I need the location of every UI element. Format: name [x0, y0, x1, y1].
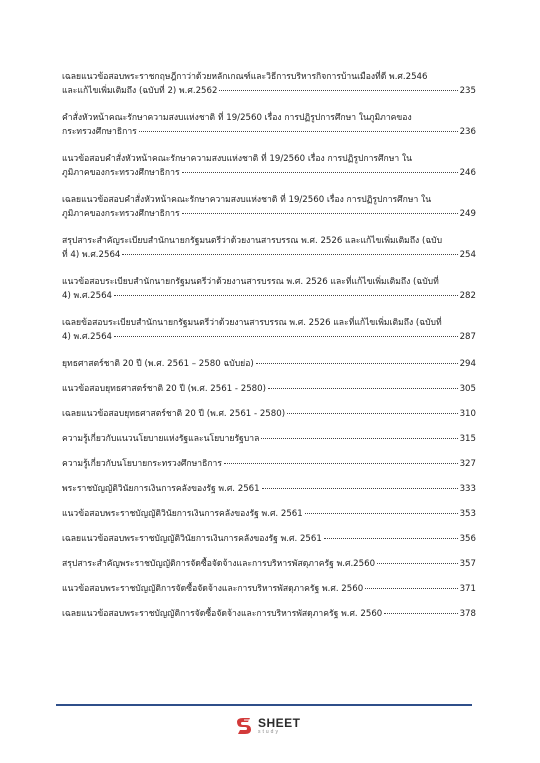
toc-page-number: 315 [459, 434, 476, 444]
toc-page-number: 235 [459, 86, 476, 96]
toc-entry-title-line: แนวข้อสอบพระราชบัญญัติการจัดซื้อจัดจ้างและการบริหารพัสดุภาครัฐ พ.ศ. 2560 [62, 584, 364, 594]
toc-entry-title-line: 4) พ.ศ.2564 [62, 291, 113, 301]
toc-page-number: 371 [459, 584, 476, 594]
toc-entry[interactable] [62, 432, 476, 446]
dot-leader [268, 388, 458, 389]
toc-entry[interactable] [62, 482, 476, 496]
dot-leader [256, 363, 458, 364]
toc-entry-title-line: ภูมิภาคของกระทรวงศึกษาธิการ [62, 209, 180, 219]
logo-text: SHEET [258, 716, 301, 730]
toc-page-number: 378 [459, 609, 476, 619]
toc-page-number: 236 [459, 127, 476, 137]
dot-leader [365, 588, 457, 589]
toc-entry[interactable] [62, 382, 476, 396]
dot-leader [114, 295, 458, 296]
table-of-contents [62, 70, 476, 632]
toc-entry-title-line: แนวข้อสอบพระราชบัญญัติวินัยการเงินการคลังของรัฐ พ.ศ. 2561 [62, 509, 303, 519]
toc-entry[interactable] [62, 607, 476, 621]
dot-leader [377, 563, 458, 564]
toc-entry-title-line: ยุทธศาสตร์ชาติ 20 ปี (พ.ศ. 2561 – 2580 ฉบับย่อ) [62, 359, 254, 369]
toc-page-number: 294 [459, 359, 476, 369]
toc-entry[interactable] [62, 582, 476, 596]
toc-entry[interactable] [62, 152, 476, 180]
toc-entry-title-line: ความรู้เกี่ยวกับแนวนโยบายแห่งรัฐและนโยบายรัฐบาล [62, 434, 260, 444]
dot-leader [305, 513, 458, 514]
toc-page-number: 357 [459, 559, 476, 569]
toc-entry-title-line: แนวข้อสอบยุทธศาสตร์ชาติ 20 ปี (พ.ศ. 2561 - 2580) [62, 384, 266, 394]
toc-page-number: 333 [459, 484, 476, 494]
toc-page-number: 353 [459, 509, 476, 519]
footer-rule [56, 704, 472, 706]
dot-leader [114, 336, 458, 337]
toc-entry-title-line: เฉลยแนวข้อสอบคำสั่งหัวหน้าคณะรักษาความสงบแห่งชาติ ที่ 19/2560 เรื่อง การปฏิรูปการศึกษา ใน [62, 195, 432, 205]
toc-page-number: 282 [459, 291, 476, 301]
dot-leader [219, 90, 457, 91]
toc-entry-title-line: 4) พ.ศ.2564 [62, 332, 113, 342]
dot-leader [182, 213, 458, 214]
dot-leader [324, 538, 458, 539]
toc-entry[interactable] [62, 357, 476, 371]
toc-entry-title-line: เฉลยแนวข้อสอบพระราชกฤษฎีกาว่าด้วยหลักเกณฑ์และวิธีการบริหารกิจการบ้านเมืองที่ดี พ.ศ.2546 [62, 72, 428, 82]
dot-leader [262, 488, 458, 489]
toc-page-number: 310 [459, 409, 476, 419]
dot-leader [261, 438, 457, 439]
dot-leader [287, 413, 458, 414]
footer-logo [234, 713, 324, 739]
toc-entry[interactable] [62, 407, 476, 421]
toc-entry[interactable] [62, 193, 476, 221]
toc-entry-title-line: เฉลยข้อสอบระเบียบสำนักนายกรัฐมนตรีว่าด้วยงานสารบรรณ พ.ศ. 2526 และที่แก้ไขเพิ่มเติมถึง (ฉบับที่ [62, 318, 442, 328]
toc-entry-title-line: แนวข้อสอบคำสั่งหัวหน้าคณะรักษาความสงบแห่งชาติ ที่ 19/2560 เรื่อง การปฏิรูปการศึกษา ใน [62, 154, 412, 164]
logo-subtext: study [258, 729, 280, 735]
toc-page-number: 305 [459, 384, 476, 394]
toc-entry-title-line: คำสั่งหัวหน้าคณะรักษาความสงบแห่งชาติ ที่ 19/2560 เรื่อง การปฏิรูปการศึกษา ในภูมิภาคของ [62, 113, 412, 123]
toc-entry-title-line: สรุปสาระสำคัญระเบียบสำนักนายกรัฐมนตรีว่าด้วยงานสารบรรณ พ.ศ. 2526 และแก้ไขเพิ่มเติมถึง (ฉบับ [62, 236, 443, 246]
toc-entry[interactable] [62, 316, 476, 344]
toc-entry-title-line: สรุปสาระสำคัญพระราชบัญญัติการจัดซื้อจัดจ้างและการบริหารพัสดุภาครัฐ พ.ศ.2560 [62, 559, 376, 569]
toc-entry-title-line: แนวข้อสอบระเบียบสำนักนายกรัฐมนตรีว่าด้วยงานสารบรรณ พ.ศ. 2526 และที่แก้ไขเพิ่มเติมถึง (ฉบับที่ [62, 277, 439, 287]
dot-leader [384, 613, 457, 614]
toc-entry[interactable] [62, 557, 476, 571]
toc-entry[interactable] [62, 507, 476, 521]
dot-leader [224, 463, 458, 464]
toc-entry-title-line: เฉลยแนวข้อสอบพระราชบัญญัติวินัยการเงินการคลังของรัฐ พ.ศ. 2561 [62, 534, 322, 544]
dot-leader [182, 172, 458, 173]
dot-leader [122, 254, 457, 255]
toc-entry-title-line: เฉลยแนวข้อสอบพระราชบัญญัติการจัดซื้อจัดจ้างและการบริหารพัสดุภาครัฐ พ.ศ. 2560 [62, 609, 383, 619]
toc-page-number: 254 [459, 250, 476, 260]
toc-page-number: 246 [459, 168, 476, 178]
toc-page-number: 327 [459, 459, 476, 469]
toc-entry-title-line: กระทรวงศึกษาธิการ [62, 127, 137, 137]
toc-page-number: 356 [459, 534, 476, 544]
toc-entry-title-line: ความรู้เกี่ยวกับนโยบายกระทรวงศึกษาธิการ [62, 459, 222, 469]
toc-entry-title-line: ที่ 4) พ.ศ.2564 [62, 250, 121, 260]
toc-entry[interactable] [62, 275, 476, 303]
toc-page-number: 249 [459, 209, 476, 219]
toc-entry[interactable] [62, 457, 476, 471]
toc-entry[interactable] [62, 70, 476, 98]
toc-page-number: 287 [459, 332, 476, 342]
toc-entry-title-line: ภูมิภาคของกระทรวงศึกษาธิการ [62, 168, 180, 178]
sheet-logo-icon [234, 716, 254, 736]
toc-entry-title-line: และแก้ไขเพิ่มเติมถึง (ฉบับที่ 2) พ.ศ.2562 [62, 86, 218, 96]
dot-leader [139, 131, 458, 132]
toc-entry[interactable] [62, 234, 476, 262]
toc-entry-title-line: เฉลยแนวข้อสอบยุทธศาสตร์ชาติ 20 ปี (พ.ศ. 2561 - 2580) [62, 409, 286, 419]
toc-entry[interactable] [62, 532, 476, 546]
toc-entry-title-line: พระราชบัญญัติวินัยการเงินการคลังของรัฐ พ.ศ. 2561 [62, 484, 260, 494]
toc-entry[interactable] [62, 111, 476, 139]
